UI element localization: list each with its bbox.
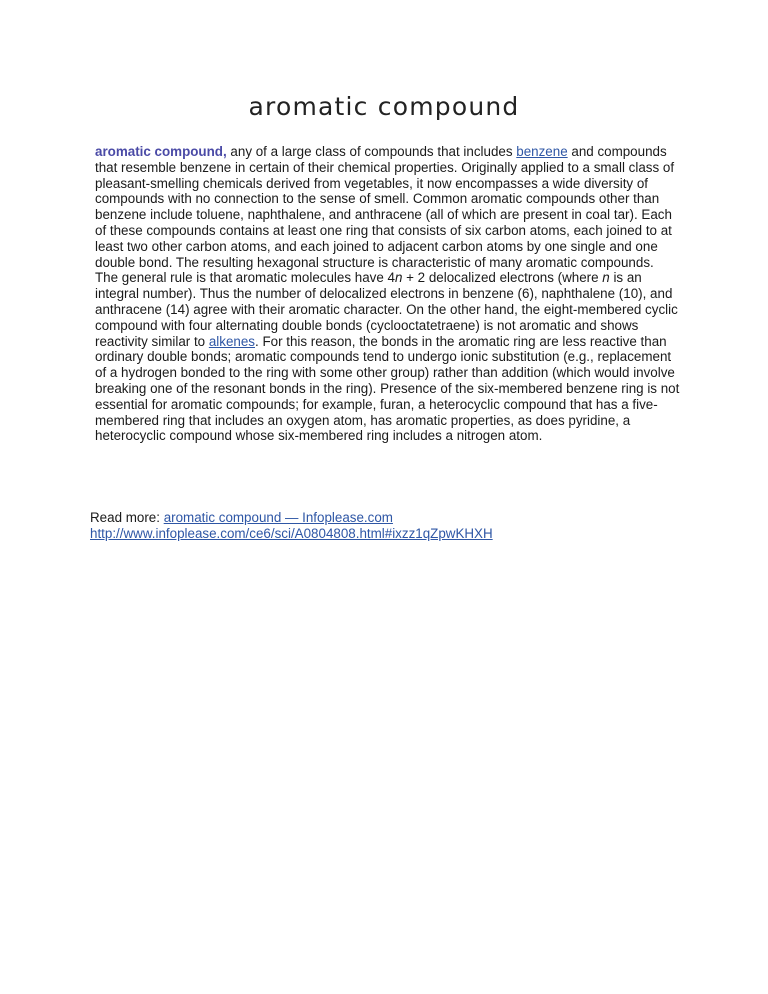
article-text: and compounds that resemble benzene in certain of their chemical properties. Originally applied to a small class of pleasant-smelling chemicals derived from vegetables, it now encompasses a wide diversity of compounds with no connection to the sense of smell. Common aromatic compounds other than benzene include toluene, naphthalene, and anthracene (all of which are present in coal tar). Each of these compounds contains at least one ring that consists of six carbon atoms, each joined to at least two other carbon atoms, and each joined to adjacent carbon atoms by one single and one double bond. The resulting hexagonal structure is characteristic of many aromatic compounds. The general rule is that aromatic molecules have 4 [95,144,675,286]
article-term: aromatic compound, [95,144,227,159]
read-more-section [90,510,493,542]
article-text: is an integral number). Thus the number of delocalized electrons in benzene (6), naphthalene (10), and anthracene (14) agree with their aromatic character. On the other hand, the eight-membered cyclic compound with four alternating double bonds (cyclooctatetraene) is not aromatic and shows reactivity similar to [95,270,678,349]
article-text: + 2 delocalized electrons (where [402,270,603,286]
article-body [95,144,680,444]
benzene-link[interactable]: benzene [516,144,568,159]
infoplease-url-link[interactable]: http://www.infoplease.com/ce6/sci/A0804808.html#ixzz1qZpwKHXH [90,526,493,541]
variable-n: n [602,270,610,286]
article-text: . For this reason, the bonds in the aromatic ring are less reactive than ordinary double bonds; aromatic compounds tend to undergo ionic substitution (e.g., replacement of a hydrogen bonded to the ring with some other group) rather than addition (which would involve breaking one of the resonant bonds in the ring). Presence of the six-membered benzene ring is not essential for aromatic compounds; for example, furan, a heterocyclic compound that has a five-membered ring that includes an oxygen atom, has aromatic properties, as does pyridine, a heterocyclic compound whose six-membered ring includes a nitrogen atom. [95,333,680,444]
read-more-label: Read more: [90,510,164,525]
alkenes-link[interactable]: alkenes [208,333,255,349]
page-title: aromatic compound [248,92,520,121]
variable-n: n [394,270,403,286]
infoplease-link[interactable]: aromatic compound — Infoplease.com [163,510,393,525]
article-text: any of a large class of compounds that includes [226,144,517,159]
